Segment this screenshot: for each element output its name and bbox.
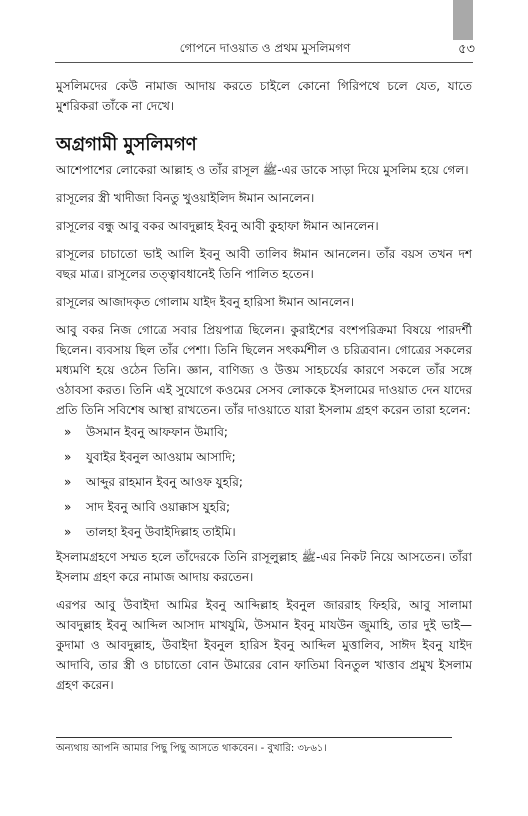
intro-paragraph: মুসলিমদের কেউ নামাজ আদায় করতে চাইলে কোনো গিরিপথে চলে যেত, যাতে মুশরিকরা তাঁকে না দেখে। [56, 79, 472, 113]
list-item [56, 447, 472, 467]
body-paragraph: রাসূলের আজাদকৃত গোলাম যাইদ ইবনু হারিসা ঈমান আনলেন। [56, 295, 355, 309]
body-paragraph: আবু বকর নিজ গোত্রে সবার প্রিয়পাত্র ছিলেন। কুরাইশের বংশপরিক্রমা বিষয়ে পারদর্শী ছিলেন। ব্যবসায় ছিল তাঁর পেশা। তিনি ছিলেন সৎকর্মশীল ও চরিত্রবান। গোত্রের সকলের মধ্যমণি হয়ে ওঠেন তিনি। জ্ঞান, বাণিজ্য ও উত্তম সাহচর্যের কারণে সকলে তাঁর সঙ্গে ওঠাবসা করত। তিনি এই সুযোগে কওমের সেসব লোককে ইসলামের দাওয়াত দেন যাদের প্রতি তিনি সবিশেষ আস্থা রাখতেন। তাঁর দাওয়াতে যারা ইসলাম গ্রহণ করেন তারা হলেন: [56, 323, 472, 417]
page-number: ৫৩ [458, 42, 475, 57]
page-body [56, 76, 472, 695]
list-item-text: উসমান ইবনু আফফান উমাবি; [86, 425, 228, 439]
list-item-text: আব্দুর রাহমান ইবনু আওফ যুহরি; [86, 475, 243, 489]
body-paragraph: রাসূলের বন্ধু আবু বকর আবদুল্লাহ ইবনু আবী কুহাফা ঈমান আনলেন। [56, 219, 379, 233]
list-item [56, 522, 472, 542]
list-item-text: সাদ ইবনু আবি ওয়াক্কাস যুহরি; [86, 500, 231, 514]
footnote: অন্যথায় আপনি আমার পিছু পিছু আসতে থাকবেন। - বুখারি: ৩৮৬১। [56, 743, 327, 754]
body-paragraph: এরপর আবু উবাইদা আমির ইবনু আব্দিল্লাহ ইবনুল জাররাহ ফিহরি, আবু সালামা আবদুল্লাহ ইবনু আব্দিল আসাদ মাখযুমি, উসমান ইবনু মাযউন জুমাহি, তার দুই ভাই—কুদামা ও আবদুল্লাহ, উবাইদা ইবনুল হারিস ইবনু আব্দিল মুত্তালিব, সাঈদ ইবনু যাইদ আদাবি, তার স্ত্রী ও চাচাতো বোন উমারের বোন ফাতিমা বিনতুল খাত্তাব প্রমুখ ইসলাম গ্রহণ করেন। [56, 598, 472, 692]
header-divider [55, 62, 473, 63]
list-item [56, 422, 472, 442]
section-heading: অগ্রগামী মুসলিমগণ [56, 134, 197, 155]
bullet-icon: » [64, 525, 72, 539]
body-paragraph: রাসূলের চাচাতো ভাই আলি ইবনু আবী তালিব ঈমান আনলেন। তাঁর বয়স তখন দশ বছর মাত্র। রাসূলের তত্ত্বাবধানেই তিনি পালিত হতেন। [56, 247, 472, 281]
bullet-icon: » [64, 500, 72, 514]
list-item [56, 497, 472, 517]
page-tab-marker [453, 0, 473, 40]
running-header [55, 40, 475, 60]
list-item-text: যুবাইর ইবনুল আওয়াম আসাদি; [86, 450, 236, 464]
bullet-icon: » [64, 475, 72, 489]
body-paragraph: ইসলামগ্রহণে সম্মত হলে তাঁদেরকে তিনি রাসূলুল্লাহ ﷺ-এর নিকট নিয়ে আসতেন। তাঁরা ইসলাম গ্রহণ করে নামাজ আদায় করতেন। [56, 550, 472, 584]
running-header-title: গোপনে দাওয়াত ও প্রথম মুসলিমগণ [179, 41, 351, 55]
convert-list [56, 422, 472, 542]
list-item [56, 472, 472, 492]
bullet-icon: » [64, 425, 72, 439]
body-paragraph: আশেপাশের লোকেরা আল্লাহ ও তাঁর রাসূল ﷺ-এর ডাকে সাড়া দিয়ে মুসলিম হয়ে গেল। [56, 163, 469, 177]
bullet-icon: » [64, 450, 72, 464]
body-paragraph: রাসূলের স্ত্রী খাদীজা বিনতু খুওয়াইলিদ ঈমান আনলেন। [56, 191, 315, 205]
list-item-text: তালহা ইবনু উবাইদিল্লাহ তাইমি। [86, 525, 236, 539]
footnote-divider [56, 737, 452, 738]
